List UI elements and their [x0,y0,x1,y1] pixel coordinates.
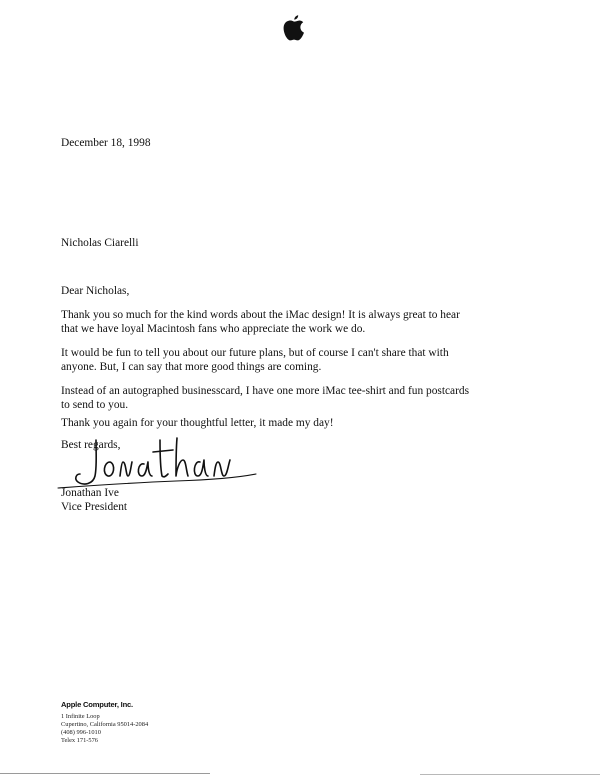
paragraph-line: It would be fun to tell you about our future plans, but of course I can't share that with [61,347,449,359]
salutation: Dear Nicholas, [61,285,130,297]
footer-company-name: Apple Computer, Inc. [61,700,133,709]
paragraph-line: Thank you again for your thoughtful letter, it made my day! [61,417,334,429]
signer-title: Vice President [61,501,128,513]
footer-phone: (408) 996-1010 [61,729,101,736]
paragraph-line: anyone. But, I can say that more good things are coming. [61,361,322,373]
scan-edge-line [0,773,210,774]
paragraph-line: Thank you so much for the kind words about the iMac design! It is always great to hear [61,309,460,321]
paragraph-line: Instead of an autographed businesscard, I have one more iMac tee-shirt and fun postcards [61,385,470,397]
closing: Best regards, [61,439,121,451]
apple-logo-icon [281,14,307,42]
footer-telex: Telex 171-576 [61,737,98,744]
footer-address-line: 1 Infinite Loop [61,713,100,720]
recipient-name: Nicholas Ciarelli [61,237,139,249]
paragraph-line: that we have loyal Macintosh fans who appreciate the work we do. [61,323,366,335]
signer-name: Jonathan Ive [61,487,119,499]
letter-date: December 18, 1998 [61,137,151,149]
paragraph-line: to send to you. [61,399,129,411]
footer-address-line: Cupertino, California 95014-2084 [61,721,149,728]
scan-edge-line [420,774,600,775]
